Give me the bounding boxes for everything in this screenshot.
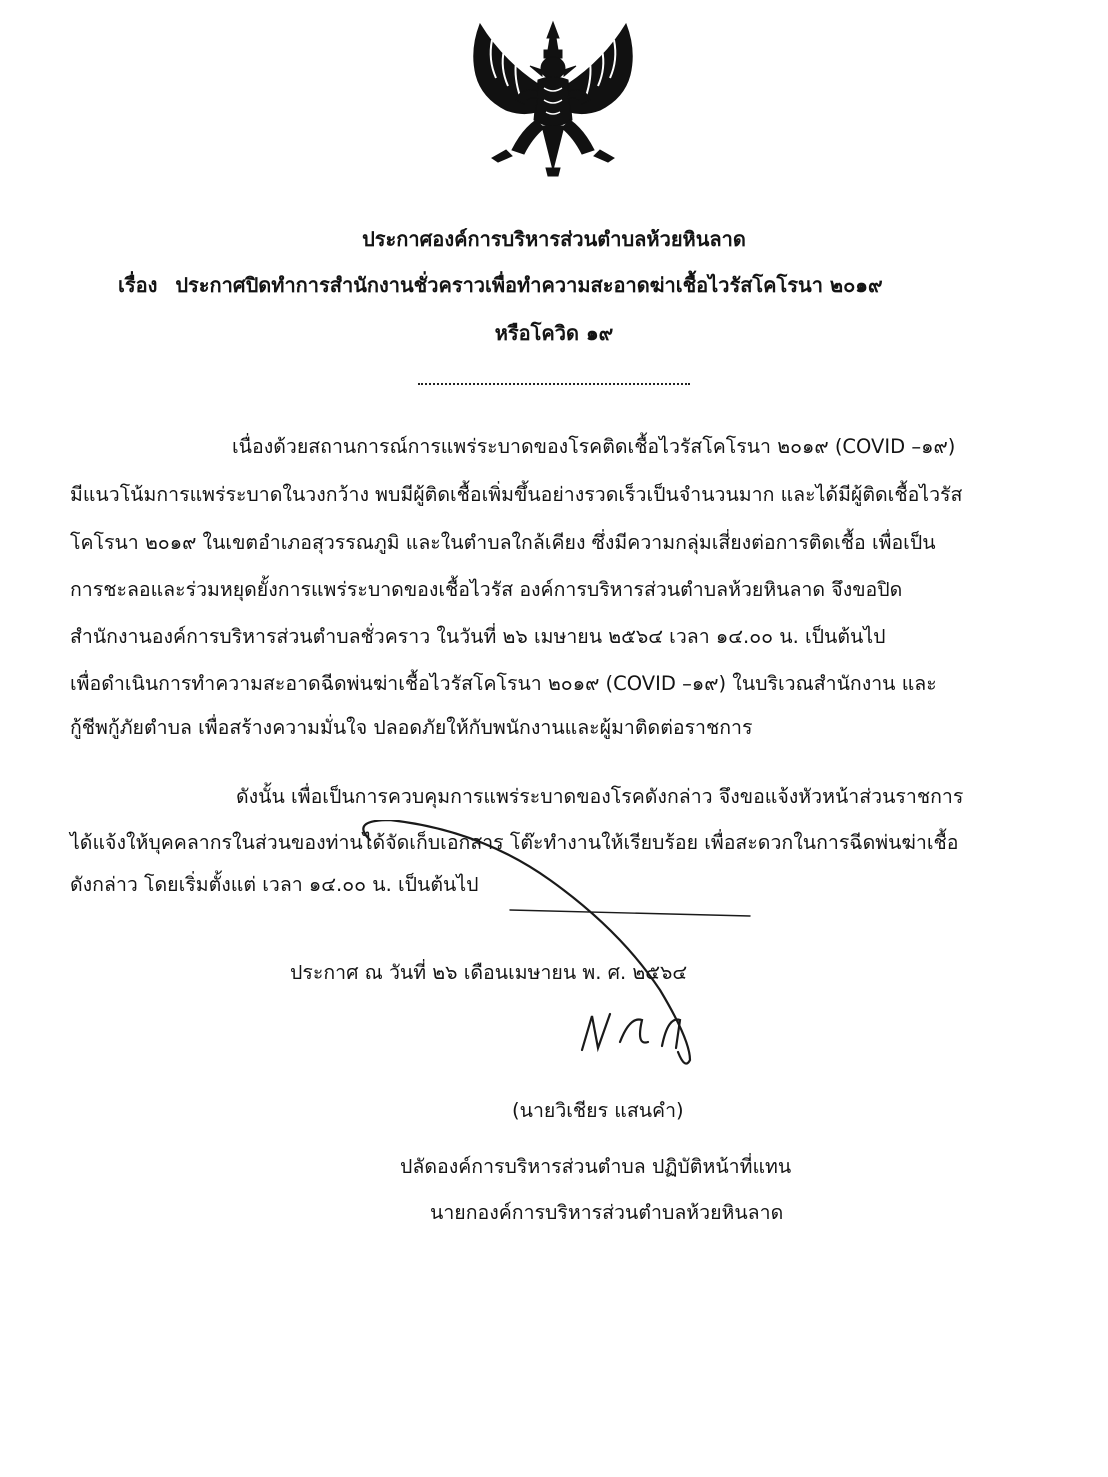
paragraph-line: ดังนั้น เพื่อเป็นการควบคุมการแพร่ระบาดของโรคดังกล่าว จึงขอแจ้งหัวหน้าส่วนราชการ bbox=[236, 785, 964, 808]
announcement-title: ประกาศองค์การบริหารส่วนตำบลห้วยหินลาด bbox=[362, 227, 746, 251]
paragraph-line: ได้แจ้งให้บุคคลากรในส่วนของท่านได้จัดเก็บเอกสาร โต๊ะทำงานให้เรียบร้อย เพื่อสะดวกในการฉีดพ่นฆ่าเชื้อ bbox=[70, 831, 959, 854]
paragraph-line: มีแนวโน้มการแพร่ระบาดในวงกว้าง พบมีผู้ติดเชื้อเพิ่มขึ้นอย่างรวดเร็วเป็นจำนวนมาก และได้มีผู้ติดเชื้อไวรัส bbox=[70, 483, 963, 506]
paragraph-line: เพื่อดำเนินการทำความสะอาดฉีดพ่นฆ่าเชื้อไวรัสโคโรนา ๒๐๑๙ (COVID –๑๙) ในบริเวณสำนักงาน และ bbox=[70, 672, 937, 695]
signer-organization: นายกองค์การบริหารส่วนตำบลห้วยหินลาด bbox=[430, 1201, 784, 1224]
signature-mark bbox=[330, 820, 810, 1080]
paragraph-line: กู้ชีพกู้ภัยตำบล เพื่อสร้างความมั่นใจ ปลอดภัยให้กับพนักงานและผู้มาติดต่อราชการ bbox=[70, 716, 753, 739]
subject-line bbox=[118, 268, 883, 302]
garuda-emblem-icon bbox=[462, 20, 644, 180]
signer-position: ปลัดองค์การบริหารส่วนตำบล ปฏิบัติหน้าที่แทน bbox=[400, 1155, 792, 1178]
subject-label: เรื่อง bbox=[118, 273, 158, 297]
subject-text: ประกาศปิดทำการสำนักงานชั่วคราวเพื่อทำความสะอาดฆ่าเชื้อไวรัสโคโรนา ๒๐๑๙ bbox=[175, 273, 883, 297]
paragraph-line: โคโรนา ๒๐๑๙ ในเขตอำเภอสุวรรณภูมิ และในตำบลใกล้เคียง ซึ่งมีความกลุ่มเสี่ยงต่อการติดเชื้อ เพื่อเป็น bbox=[70, 531, 936, 554]
dotted-separator bbox=[418, 383, 690, 385]
signer-name: (นายวิเชียร แสนคำ) bbox=[512, 1099, 684, 1122]
paragraph-line: เนื่องด้วยสถานการณ์การแพร่ระบาดของโรคติดเชื้อไวรัสโคโรนา ๒๐๑๙ (COVID –๑๙) bbox=[232, 435, 956, 458]
paragraph-line: ดังกล่าว โดยเริ่มตั้งแต่ เวลา ๑๔.๐๐ น. เป็นต้นไป bbox=[70, 873, 479, 896]
announcement-date: ประกาศ ณ วันที่ ๒๖ เดือนเมษายน พ. ศ. ๒๕๖๔ bbox=[290, 961, 688, 984]
paragraph-line: การชะลอและร่วมหยุดยั้งการแพร่ระบาดของเชื้อไวรัส องค์การบริหารส่วนตำบลห้วยหินลาด จึงขอปิด bbox=[70, 578, 903, 601]
subject-continuation: หรือโควิด ๑๙ bbox=[494, 321, 614, 345]
paragraph-line: สำนักงานองค์การบริหารส่วนตำบลชั่วคราว ในวันที่ ๒๖ เมษายน ๒๕๖๔ เวลา ๑๔.๐๐ น. เป็นต้นไป bbox=[70, 625, 886, 648]
